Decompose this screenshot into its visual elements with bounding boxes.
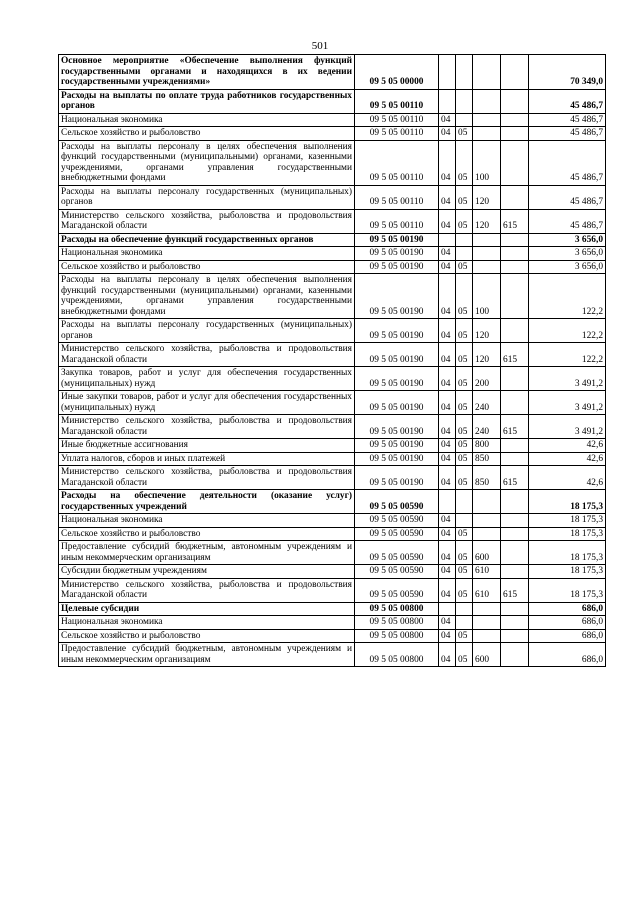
row-section: 04 bbox=[439, 140, 456, 185]
table-row bbox=[59, 260, 606, 274]
row-amount: 18 175,3 bbox=[529, 565, 606, 579]
row-section: 04 bbox=[439, 439, 456, 453]
row-amount: 45 486,7 bbox=[529, 140, 606, 185]
row-subsection: 05 bbox=[456, 319, 473, 343]
row-ministry-code bbox=[501, 113, 529, 127]
row-ministry-code bbox=[501, 602, 529, 616]
row-name: Сельское хозяйство и рыболовство bbox=[59, 260, 355, 274]
table-row bbox=[59, 140, 606, 185]
row-subsection: 05 bbox=[456, 140, 473, 185]
row-target-code: 09 5 05 00800 bbox=[355, 616, 439, 630]
row-name: Закупка товаров, работ и услуг для обеспечения государственных (муниципальных) нужд bbox=[59, 367, 355, 391]
row-expense-type bbox=[473, 490, 501, 514]
row-section: 04 bbox=[439, 514, 456, 528]
row-name: Расходы на выплаты по оплате труда работников государственных органов bbox=[59, 89, 355, 113]
row-section: 04 bbox=[439, 466, 456, 490]
row-subsection: 05 bbox=[456, 274, 473, 319]
row-name: Расходы на выплаты персоналу в целях обеспечения выполнения функций государственными (муниципальными) органами, казенными учреждениями, органами управления государственными внебюджетными фондами bbox=[59, 274, 355, 319]
row-target-code: 09 5 05 00590 bbox=[355, 565, 439, 579]
row-amount: 3 491,2 bbox=[529, 391, 606, 415]
table-row bbox=[59, 233, 606, 247]
row-section bbox=[439, 602, 456, 616]
row-ministry-code bbox=[501, 55, 529, 90]
row-ministry-code: 615 bbox=[501, 466, 529, 490]
row-name: Сельское хозяйство и рыболовство bbox=[59, 527, 355, 541]
row-ministry-code bbox=[501, 629, 529, 643]
row-name: Расходы на выплаты персоналу в целях обеспечения выполнения функций государственными (муниципальными) органами, казенными учреждениями, органами управления государственными внебюджетными фондами bbox=[59, 140, 355, 185]
row-target-code: 09 5 05 00110 bbox=[355, 140, 439, 185]
row-target-code: 09 5 05 00110 bbox=[355, 209, 439, 233]
row-section: 04 bbox=[439, 527, 456, 541]
table-row bbox=[59, 578, 606, 602]
row-name: Предоставление субсидий бюджетным, автономным учреждениям и иным некоммерческим организациям bbox=[59, 541, 355, 565]
table-row bbox=[59, 391, 606, 415]
row-expense-type: 800 bbox=[473, 439, 501, 453]
row-ministry-code: 615 bbox=[501, 578, 529, 602]
row-section: 04 bbox=[439, 274, 456, 319]
table-row bbox=[59, 209, 606, 233]
row-subsection: 05 bbox=[456, 260, 473, 274]
row-target-code: 09 5 05 00590 bbox=[355, 490, 439, 514]
row-amount: 18 175,3 bbox=[529, 578, 606, 602]
row-name: Иные бюджетные ассигнования bbox=[59, 439, 355, 453]
row-target-code: 09 5 05 00190 bbox=[355, 247, 439, 261]
table-row bbox=[59, 616, 606, 630]
row-amount: 122,2 bbox=[529, 274, 606, 319]
row-section: 04 bbox=[439, 578, 456, 602]
budget-rows bbox=[59, 55, 606, 667]
row-expense-type: 850 bbox=[473, 466, 501, 490]
row-name: Расходы на обеспечение функций государственных органов bbox=[59, 233, 355, 247]
row-ministry-code bbox=[501, 514, 529, 528]
row-name: Национальная экономика bbox=[59, 514, 355, 528]
row-subsection bbox=[456, 514, 473, 528]
row-amount: 45 486,7 bbox=[529, 209, 606, 233]
row-amount: 686,0 bbox=[529, 629, 606, 643]
row-ministry-code: 615 bbox=[501, 343, 529, 367]
row-section bbox=[439, 490, 456, 514]
row-amount: 45 486,7 bbox=[529, 113, 606, 127]
row-target-code: 09 5 05 00190 bbox=[355, 319, 439, 343]
row-ministry-code bbox=[501, 127, 529, 141]
row-target-code: 09 5 05 00110 bbox=[355, 185, 439, 209]
row-ministry-code bbox=[501, 490, 529, 514]
row-expense-type bbox=[473, 127, 501, 141]
row-section: 04 bbox=[439, 616, 456, 630]
row-section: 04 bbox=[439, 452, 456, 466]
row-target-code: 09 5 05 00110 bbox=[355, 89, 439, 113]
row-ministry-code bbox=[501, 391, 529, 415]
row-section: 04 bbox=[439, 367, 456, 391]
row-subsection: 05 bbox=[456, 643, 473, 667]
row-expense-type bbox=[473, 247, 501, 261]
row-amount: 3 491,2 bbox=[529, 415, 606, 439]
row-expense-type: 610 bbox=[473, 578, 501, 602]
row-name: Национальная экономика bbox=[59, 247, 355, 261]
row-name: Расходы на выплаты персоналу государственных (муниципальных) органов bbox=[59, 185, 355, 209]
row-amount: 122,2 bbox=[529, 343, 606, 367]
row-ministry-code: 615 bbox=[501, 209, 529, 233]
row-target-code: 09 5 05 00190 bbox=[355, 391, 439, 415]
row-expense-type: 600 bbox=[473, 643, 501, 667]
table-row bbox=[59, 367, 606, 391]
row-amount: 3 656,0 bbox=[529, 233, 606, 247]
row-subsection: 05 bbox=[456, 452, 473, 466]
row-expense-type bbox=[473, 514, 501, 528]
row-subsection bbox=[456, 113, 473, 127]
row-target-code: 09 5 05 00190 bbox=[355, 260, 439, 274]
row-expense-type bbox=[473, 113, 501, 127]
row-name: Сельское хозяйство и рыболовство bbox=[59, 629, 355, 643]
row-name: Предоставление субсидий бюджетным, автономным учреждениям и иным некоммерческим организациям bbox=[59, 643, 355, 667]
table-row bbox=[59, 127, 606, 141]
row-subsection: 05 bbox=[456, 439, 473, 453]
row-expense-type bbox=[473, 616, 501, 630]
row-subsection bbox=[456, 602, 473, 616]
row-ministry-code bbox=[501, 319, 529, 343]
row-section: 04 bbox=[439, 643, 456, 667]
row-target-code: 09 5 05 00190 bbox=[355, 274, 439, 319]
row-expense-type bbox=[473, 629, 501, 643]
row-ministry-code bbox=[501, 233, 529, 247]
table-row bbox=[59, 514, 606, 528]
row-expense-type: 240 bbox=[473, 391, 501, 415]
row-expense-type bbox=[473, 527, 501, 541]
row-section: 04 bbox=[439, 415, 456, 439]
table-row bbox=[59, 452, 606, 466]
row-subsection: 05 bbox=[456, 578, 473, 602]
row-amount: 122,2 bbox=[529, 319, 606, 343]
row-amount: 42,6 bbox=[529, 439, 606, 453]
row-amount: 3 656,0 bbox=[529, 247, 606, 261]
row-target-code: 09 5 05 00110 bbox=[355, 127, 439, 141]
row-subsection: 05 bbox=[456, 367, 473, 391]
row-subsection: 05 bbox=[456, 415, 473, 439]
row-section: 04 bbox=[439, 185, 456, 209]
row-target-code: 09 5 05 00190 bbox=[355, 233, 439, 247]
table-row bbox=[59, 643, 606, 667]
row-name: Уплата налогов, сборов и иных платежей bbox=[59, 452, 355, 466]
table-row bbox=[59, 113, 606, 127]
row-target-code: 09 5 05 00590 bbox=[355, 578, 439, 602]
row-section: 04 bbox=[439, 247, 456, 261]
table-row bbox=[59, 490, 606, 514]
row-ministry-code bbox=[501, 439, 529, 453]
row-expense-type: 100 bbox=[473, 140, 501, 185]
row-expense-type: 610 bbox=[473, 565, 501, 579]
row-section: 04 bbox=[439, 209, 456, 233]
row-section: 04 bbox=[439, 629, 456, 643]
row-amount: 42,6 bbox=[529, 466, 606, 490]
row-name: Расходы на обеспечение деятельности (оказание услуг) государственных учреждений bbox=[59, 490, 355, 514]
row-name: Сельское хозяйство и рыболовство bbox=[59, 127, 355, 141]
row-subsection: 05 bbox=[456, 343, 473, 367]
row-ministry-code bbox=[501, 89, 529, 113]
table-row bbox=[59, 466, 606, 490]
row-section: 04 bbox=[439, 260, 456, 274]
row-ministry-code bbox=[501, 274, 529, 319]
row-section bbox=[439, 89, 456, 113]
row-amount: 42,6 bbox=[529, 452, 606, 466]
table-row bbox=[59, 415, 606, 439]
row-name: Министерство сельского хозяйства, рыболовства и продовольствия Магаданской области bbox=[59, 578, 355, 602]
row-target-code: 09 5 05 00800 bbox=[355, 643, 439, 667]
table-row bbox=[59, 247, 606, 261]
table-row bbox=[59, 274, 606, 319]
row-name: Субсидии бюджетным учреждениям bbox=[59, 565, 355, 579]
row-section: 04 bbox=[439, 127, 456, 141]
row-target-code: 09 5 05 00190 bbox=[355, 415, 439, 439]
row-name: Министерство сельского хозяйства, рыболовства и продовольствия Магаданской области bbox=[59, 466, 355, 490]
row-amount: 18 175,3 bbox=[529, 527, 606, 541]
row-section: 04 bbox=[439, 113, 456, 127]
row-subsection: 05 bbox=[456, 565, 473, 579]
row-expense-type: 120 bbox=[473, 343, 501, 367]
budget-table bbox=[58, 54, 606, 667]
row-ministry-code bbox=[501, 452, 529, 466]
row-amount: 70 349,0 bbox=[529, 55, 606, 90]
row-amount: 45 486,7 bbox=[529, 185, 606, 209]
row-ministry-code bbox=[501, 643, 529, 667]
row-section: 04 bbox=[439, 391, 456, 415]
row-expense-type: 240 bbox=[473, 415, 501, 439]
row-name: Национальная экономика bbox=[59, 616, 355, 630]
row-subsection: 05 bbox=[456, 629, 473, 643]
row-subsection: 05 bbox=[456, 127, 473, 141]
row-ministry-code bbox=[501, 140, 529, 185]
row-amount: 18 175,3 bbox=[529, 541, 606, 565]
table-row bbox=[59, 541, 606, 565]
row-amount: 45 486,7 bbox=[529, 89, 606, 113]
table-row bbox=[59, 343, 606, 367]
row-amount: 18 175,3 bbox=[529, 490, 606, 514]
row-name: Расходы на выплаты персоналу государственных (муниципальных) органов bbox=[59, 319, 355, 343]
page-number: 501 bbox=[311, 40, 329, 52]
row-name: Целевые субсидии bbox=[59, 602, 355, 616]
row-name: Министерство сельского хозяйства, рыболовства и продовольствия Магаданской области bbox=[59, 209, 355, 233]
row-section bbox=[439, 55, 456, 90]
row-expense-type: 100 bbox=[473, 274, 501, 319]
row-ministry-code bbox=[501, 527, 529, 541]
row-amount: 686,0 bbox=[529, 643, 606, 667]
row-name: Основное мероприятие «Обеспечение выполнения функций государственными органами и находящихся в их ведении государственными учреждениями» bbox=[59, 55, 355, 90]
row-subsection: 05 bbox=[456, 391, 473, 415]
row-ministry-code bbox=[501, 247, 529, 261]
table-row bbox=[59, 55, 606, 90]
row-amount: 686,0 bbox=[529, 616, 606, 630]
row-amount: 3 491,2 bbox=[529, 367, 606, 391]
row-subsection bbox=[456, 55, 473, 90]
table-row bbox=[59, 527, 606, 541]
row-expense-type: 600 bbox=[473, 541, 501, 565]
row-section: 04 bbox=[439, 565, 456, 579]
row-target-code: 09 5 05 00190 bbox=[355, 452, 439, 466]
row-target-code: 09 5 05 00000 bbox=[355, 55, 439, 90]
row-target-code: 09 5 05 00190 bbox=[355, 439, 439, 453]
table-row bbox=[59, 602, 606, 616]
row-ministry-code bbox=[501, 260, 529, 274]
row-section: 04 bbox=[439, 319, 456, 343]
row-amount: 686,0 bbox=[529, 602, 606, 616]
row-name: Министерство сельского хозяйства, рыболовства и продовольствия Магаданской области bbox=[59, 343, 355, 367]
row-expense-type bbox=[473, 233, 501, 247]
row-amount: 18 175,3 bbox=[529, 514, 606, 528]
row-expense-type: 120 bbox=[473, 185, 501, 209]
table-row bbox=[59, 629, 606, 643]
row-subsection: 05 bbox=[456, 541, 473, 565]
table-row bbox=[59, 439, 606, 453]
row-section: 04 bbox=[439, 541, 456, 565]
row-expense-type bbox=[473, 55, 501, 90]
row-ministry-code: 615 bbox=[501, 415, 529, 439]
row-target-code: 09 5 05 00190 bbox=[355, 466, 439, 490]
row-target-code: 09 5 05 00800 bbox=[355, 602, 439, 616]
row-ministry-code bbox=[501, 185, 529, 209]
table-row bbox=[59, 185, 606, 209]
row-amount: 45 486,7 bbox=[529, 127, 606, 141]
row-subsection bbox=[456, 247, 473, 261]
row-amount: 3 656,0 bbox=[529, 260, 606, 274]
table-row bbox=[59, 89, 606, 113]
row-ministry-code bbox=[501, 367, 529, 391]
row-target-code: 09 5 05 00190 bbox=[355, 367, 439, 391]
row-subsection bbox=[456, 490, 473, 514]
row-target-code: 09 5 05 00590 bbox=[355, 527, 439, 541]
row-target-code: 09 5 05 00190 bbox=[355, 343, 439, 367]
row-name: Министерство сельского хозяйства, рыболовства и продовольствия Магаданской области bbox=[59, 415, 355, 439]
row-target-code: 09 5 05 00590 bbox=[355, 541, 439, 565]
row-subsection bbox=[456, 233, 473, 247]
table-row bbox=[59, 565, 606, 579]
row-subsection bbox=[456, 89, 473, 113]
row-section bbox=[439, 233, 456, 247]
row-ministry-code bbox=[501, 541, 529, 565]
row-name: Иные закупки товаров, работ и услуг для обеспечения государственных (муниципальных) нужд bbox=[59, 391, 355, 415]
row-subsection: 05 bbox=[456, 466, 473, 490]
row-target-code: 09 5 05 00110 bbox=[355, 113, 439, 127]
row-subsection bbox=[456, 616, 473, 630]
table-row bbox=[59, 319, 606, 343]
row-subsection: 05 bbox=[456, 185, 473, 209]
row-expense-type bbox=[473, 602, 501, 616]
row-expense-type: 200 bbox=[473, 367, 501, 391]
row-subsection: 05 bbox=[456, 209, 473, 233]
row-expense-type: 120 bbox=[473, 319, 501, 343]
row-expense-type bbox=[473, 89, 501, 113]
row-name: Национальная экономика bbox=[59, 113, 355, 127]
row-target-code: 09 5 05 00800 bbox=[355, 629, 439, 643]
row-ministry-code bbox=[501, 565, 529, 579]
row-target-code: 09 5 05 00590 bbox=[355, 514, 439, 528]
row-expense-type: 850 bbox=[473, 452, 501, 466]
row-section: 04 bbox=[439, 343, 456, 367]
row-subsection: 05 bbox=[456, 527, 473, 541]
row-expense-type: 120 bbox=[473, 209, 501, 233]
row-expense-type bbox=[473, 260, 501, 274]
row-ministry-code bbox=[501, 616, 529, 630]
